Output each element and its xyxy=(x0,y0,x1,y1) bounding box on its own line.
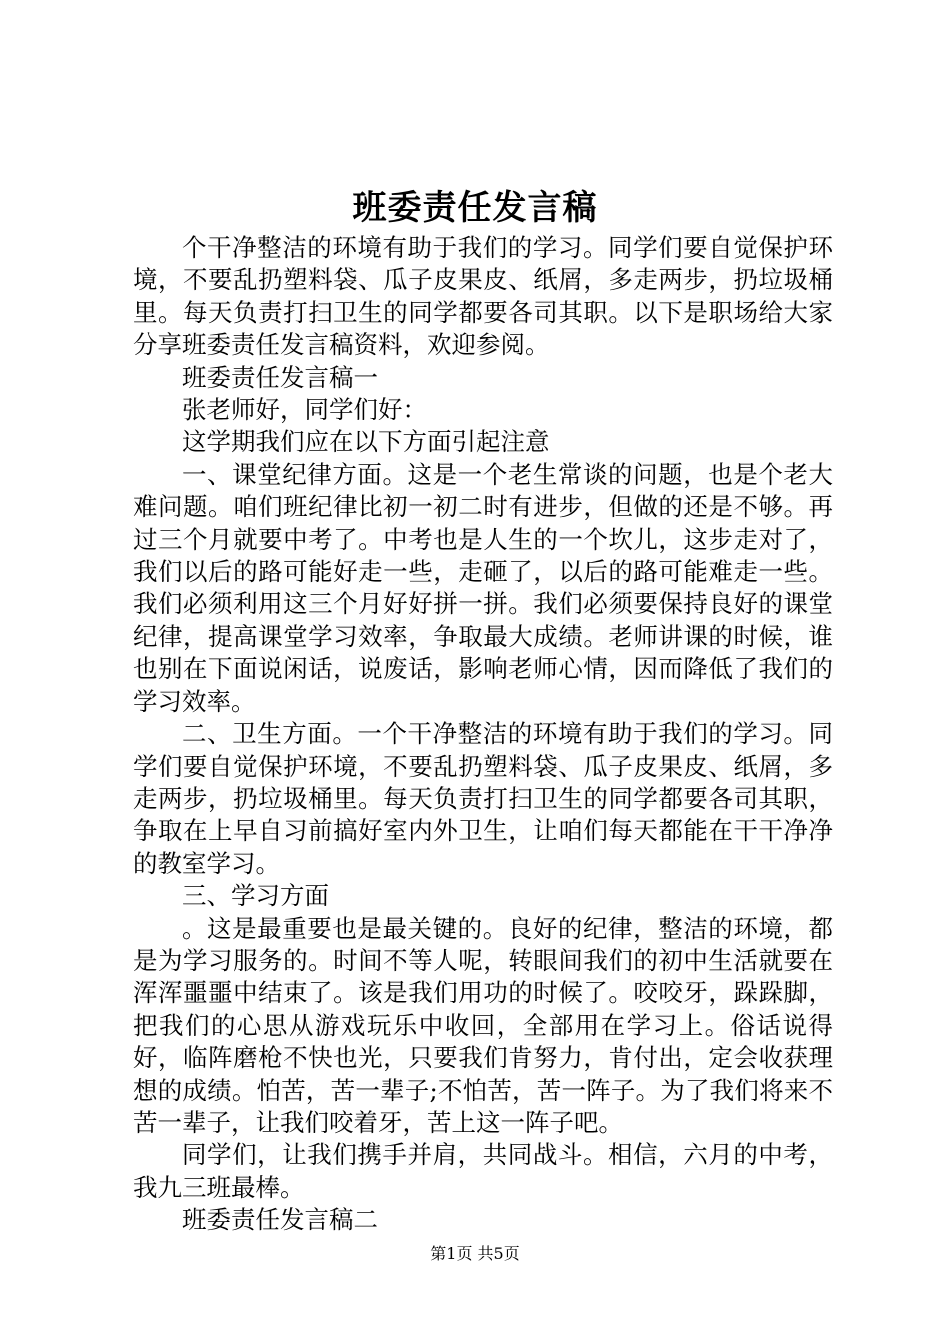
paragraph-discipline: 一、课堂纪律方面。这是一个老生常谈的问题，也是个老大难问题。咱们班纪律比初一初二时有进步，但做的还是不够。再过三个月就要中考了。中考也是人生的一个坎儿，这步走对了，我们以后的路可能好走一些，走砸了，以后的路可能难走一些。我们必须利用这三个月好好拼一拼。我们必须要保持良好的课堂纪律，提高课堂学习效率，争取最大成绩。老师讲课的时候，谁也别在下面说闲话，说废话，影响老师心情，因而降低了我们的学习效率。 xyxy=(133,459,833,716)
paragraph-closing: 同学们，让我们携手并肩，共同战斗。相信，六月的中考，我九三班最棒。 xyxy=(133,1140,833,1202)
paragraph-greeting: 张老师好，同学们好： xyxy=(182,395,427,425)
paragraph-intro: 个干净整洁的环境有助于我们的学习。同学们要自觉保护环境，不要乱扔塑料袋、瓜子皮果皮、纸屑，多走两步，扔垃圾桶里。每天负责打扫卫生的同学都要各司其职。以下是职场给大家分享班委责任发言稿资料，欢迎参阅。 xyxy=(133,233,833,360)
paragraph-section-heading-2: 班委责任发言稿二 xyxy=(182,1205,378,1235)
document-title: 班委责任发言稿 xyxy=(352,188,598,228)
paragraph-section-heading-1: 班委责任发言稿一 xyxy=(182,362,378,392)
paragraph-notice: 这学期我们应在以下方面引起注意 xyxy=(182,427,550,457)
page-footer: 第1页 共5页 xyxy=(430,1244,520,1263)
document-body xyxy=(133,232,833,1237)
paragraph-study: 。这是最重要也是最关键的。良好的纪律，整洁的环境，都是为学习服务的。时间不等人呢，转眼间我们的初中生活就要在浑浑噩噩中结束了。该是我们用功的时候了。咬咬牙，跺跺脚，把我们的心思从游戏玩乐中收回，全部用在学习上。俗话说得好，临阵磨枪不快也光，只要我们肯努力，肯付出，定会收获理想的成绩。怕苦，苦一辈子;不怕苦，苦一阵子。为了我们将来不苦一辈子，让我们咬着牙，苦上这一阵子吧。 xyxy=(133,913,833,1137)
paragraph-hygiene: 二、卫生方面。一个干净整洁的环境有助于我们的学习。同学们要自觉保护环境，不要乱扔塑料袋、瓜子皮果皮、纸屑，多走两步，扔垃圾桶里。每天负责打扫卫生的同学都要各司其职，争取在上早自习前搞好室内外卫生，让咱们每天都能在干干净净的教室学习。 xyxy=(133,719,833,878)
paragraph-study-heading: 三、学习方面 xyxy=(182,881,329,911)
